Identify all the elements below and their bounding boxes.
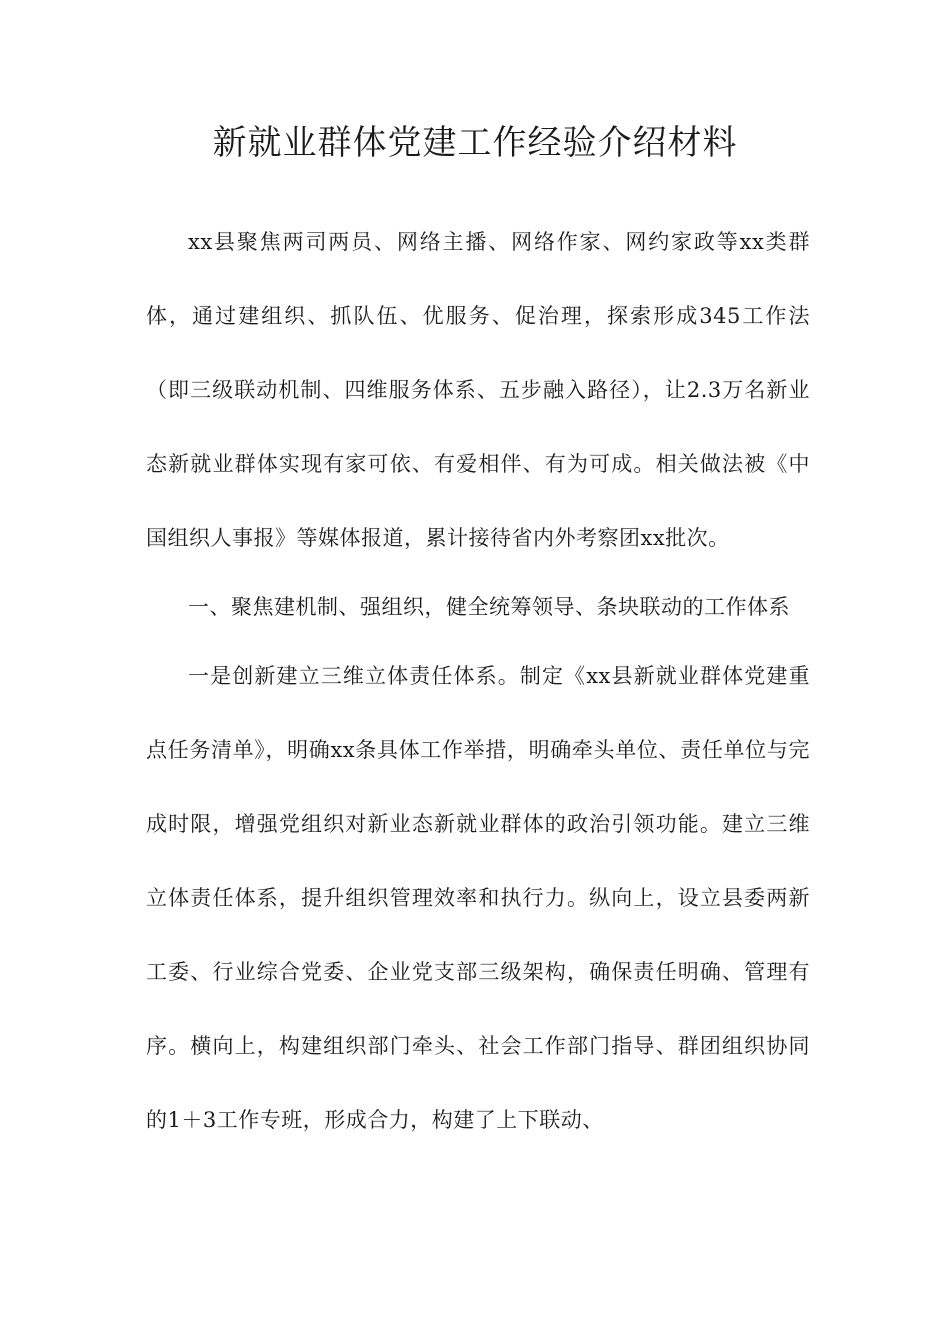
body-paragraph: 一是创新建立三维立体责任体系。制定《xx县新就业群体党建重点任务清单》，明确xx条具体工作举措，明确牵头单位、责任单位与完成时限，增强党组织对新业态新就业群体的政治引领功能。建立三维立体责任体系，提升组织管理效率和执行力。纵向上，设立县委两新工委、行业综合党委、企业党支部三级架构，确保责任明确、管理有序。横向上，构建组织部门牵头、社会工作部门指导、群团组织协同的1＋3工作专班，形成合力，构建了上下联动、 [146, 664, 810, 1132]
document-title: 新就业群体党建工作经验介绍材料 [212, 123, 738, 163]
document-body [146, 205, 810, 1157]
section-heading: 一、聚焦建机制、强组织，健全统筹领导、条块联动的工作体系 [188, 595, 790, 619]
intro-paragraph: xx县聚焦两司两员、网络主播、网络作家、网约家政等xx类群体，通过建组织、抓队伍、优服务、促治理，探索形成345工作法（即三级联动机制、四维服务体系、五步融入路径），让2.3万名新业态新就业群体实现有家可依、有爱相伴、有为可成。相关做法被《中国组织人事报》等媒体报道，累计接待省内外考察团xx批次。 [146, 230, 810, 550]
